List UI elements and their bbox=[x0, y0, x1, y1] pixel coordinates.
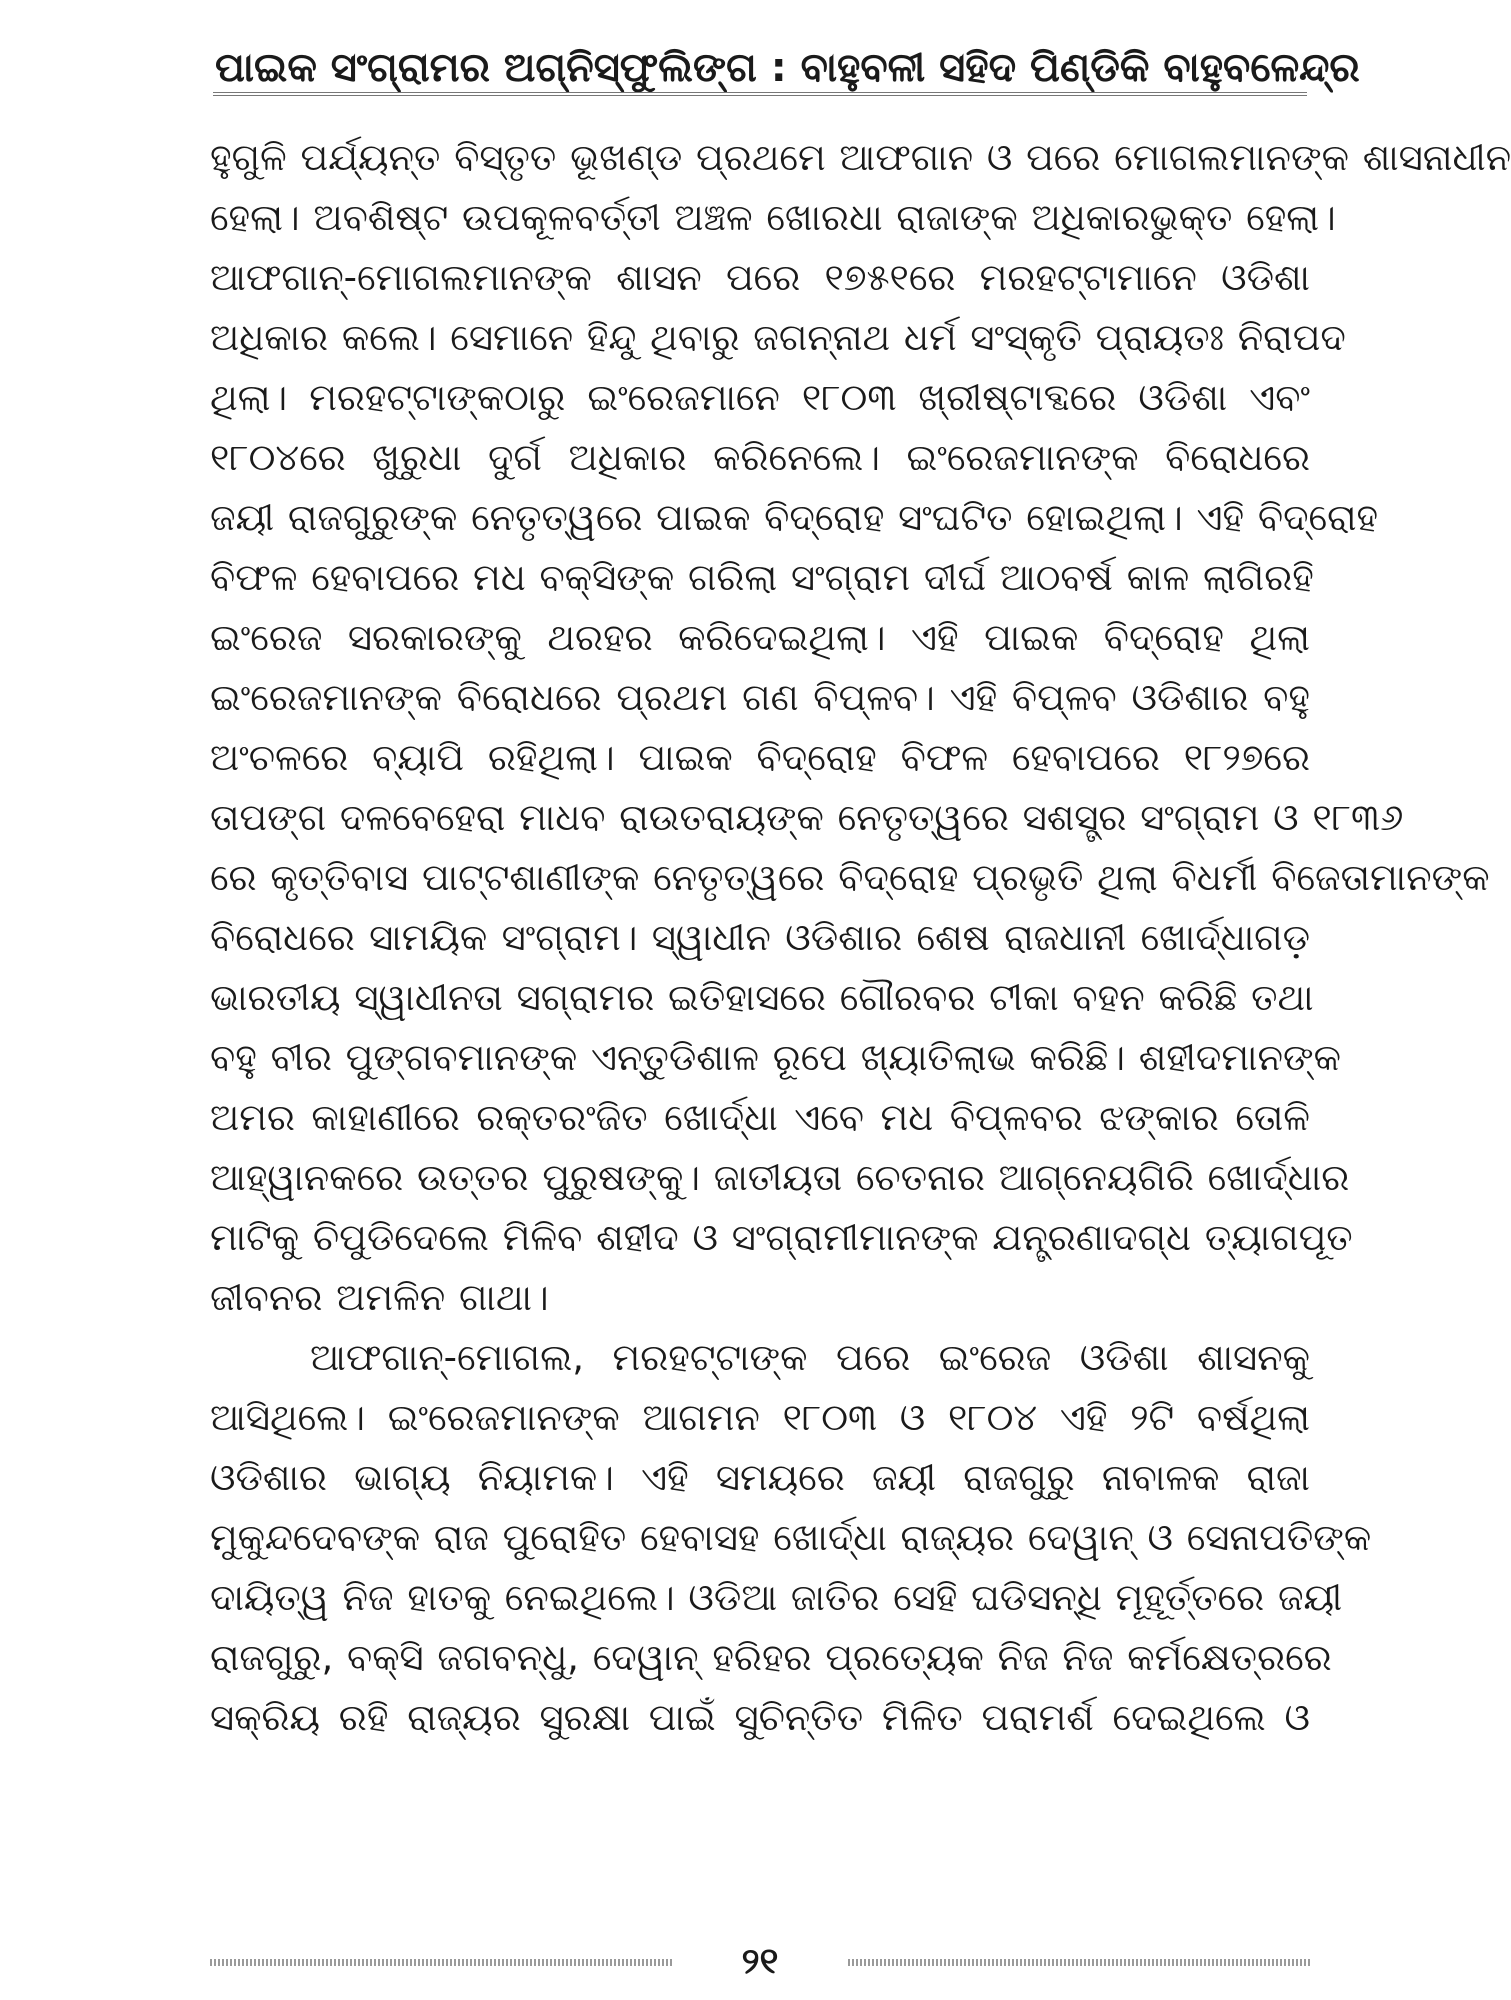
text-line: ଥିଲା। ମରହଟ୍ଟାଙ୍କଠାରୁ ଇଂରେଜମାନେ ୧୮୦୩ ଖ୍ରୀଷ୍ଟାବ୍ଦରେ ଓଡିଶା ଏବଂ bbox=[210, 376, 1310, 419]
text-line: ବିରୋଧରେ ସାମୟିକ ସଂଗ୍ରାମ। ସ୍ୱାଧୀନ ଓଡିଶାର ଶେଷ ରାଜଧାନୀ ଖୋର୍ଦ୍ଧାଗଡ଼ bbox=[210, 916, 1310, 959]
text-line: ସକ୍ରିୟ ରହି ରାଜ୍ୟର ସୁରକ୍ଷା ପାଇଁ ସୁଚିନ୍ତିତ ମିଳିତ ପରାମର୍ଶ ଦେଇଥିଲେ ଓ bbox=[210, 1696, 1310, 1739]
text-line: ଦାୟିତ୍ୱ ନିଜ ହାତକୁ ନେଇଥିଲେ। ଓଡିଆ ଜାତିର ସେହି ଘଡିସନ୍ଧି ମୂହୂର୍ତ୍ତରେ ଜୟୀ bbox=[210, 1576, 1343, 1619]
text-line: ଇଂରେଜ ସରକାରଙ୍କୁ ଥରହର କରିଦେଇଥିଲା। ଏହି ପାଇକ ବିଦ୍ରୋହ ଥିଲା bbox=[210, 616, 1310, 659]
footer-rule-right bbox=[848, 1959, 1310, 1966]
text-line: ଅମର କାହାଣୀରେ ରକ୍ତରଂଜିତ ଖୋର୍ଦ୍ଧା ଏବେ ମଧ ବିପ୍ଳବର ଝଙ୍କାର ତୋଳି bbox=[210, 1096, 1310, 1139]
text-line: ଜୀବନର ଅମଳିନ ଗାଥା। bbox=[210, 1276, 549, 1319]
text-line: ରେ କୃତ୍ତିବାସ ପାଟ୍ଟଶାଣୀଙ୍କ ନେତୃତ୍ୱରେ ବିଦ୍ରୋହ ପ୍ରଭୃତି ଥିଲା ବିଧର୍ମୀ ବିଜେତାମାନଙ୍କ bbox=[210, 856, 1490, 899]
text-line: ଆଫଗାନ୍-ମୋଗଲମାନଙ୍କ ଶାସନ ପରେ ୧୭୫୧ରେ ମରହଟ୍ଟାମାନେ ଓଡିଶା bbox=[210, 256, 1310, 299]
text-line: ଇଂରେଜମାନଙ୍କ ବିରୋଧରେ ପ୍ରଥମ ଗଣ ବିପ୍ଳବ। ଏହି ବିପ୍ଳବ ଓଡିଶାର ବହୁ bbox=[210, 676, 1310, 719]
text-line: ଓଡିଶାର ଭାଗ୍ୟ ନିୟାମକ। ଏହି ସମୟରେ ଜୟୀ ରାଜଗୁରୁ ନାବାଳକ ରାଜା bbox=[210, 1456, 1310, 1499]
body-text bbox=[210, 128, 1511, 1748]
text-line: ମୁକୁନ୍ଦଦେବଙ୍କ ରାଜ ପୁରୋହିତ ହେବାସହ ଖୋର୍ଦ୍ଧା ରାଜ୍ୟର ଦେୱାନ୍ ଓ ସେନାପତିଙ୍କ bbox=[210, 1516, 1372, 1559]
text-line: ରାଜଗୁରୁ, ବକ୍ସି ଜଗବନ୍ଧୁ, ଦେୱାନ୍ ହରିହର ପ୍ରତ୍ୟେକ ନିଜ ନିଜ କର୍ମକ୍ଷେତ୍ରରେ bbox=[210, 1636, 1332, 1679]
text-line: ତାପଙ୍ଗ ଦଳବେହେରା ମାଧବ ରାଉତରାୟଙ୍କ ନେତୃତ୍ୱରେ ସଶସ୍ତ୍ର ସଂଗ୍ରାମ ଓ ୧୮୩୬ bbox=[210, 796, 1404, 839]
header-rule bbox=[213, 92, 1307, 96]
page-number: ୨୧ bbox=[741, 1941, 779, 1982]
text-line: ଅଂଚଳରେ ବ୍ୟାପି ରହିଥିଲା। ପାଇକ ବିଦ୍ରୋହ ବିଫଳ ହେବାପରେ ୧୮୨୭ରେ bbox=[210, 736, 1310, 779]
text-line: ଆହ୍ୱାନକରେ ଉତ୍ତର ପୁରୁଷଙ୍କୁ। ଜାତୀୟତା ଚେତନାର ଆଗ୍ନେୟଗିରି ଖୋର୍ଦ୍ଧାର bbox=[210, 1156, 1350, 1199]
running-title: ପାଇକ ସଂଗ୍ରାମର ଅଗ୍ନିସ୍ଫୁଲିଙ୍ଗ : ବାହୁବଳୀ ସହିଦ ପିଣ୍ଡିକି ବାହୁବଳେନ୍ଦ୍ର bbox=[215, 45, 1360, 91]
text-line: ଜୟୀ ରାଜଗୁରୁଙ୍କ ନେତୃତ୍ୱରେ ପାଇକ ବିଦ୍ରୋହ ସଂଘଟିତ ହୋଇଥିଲା। ଏହି ବିଦ୍ରୋହ bbox=[210, 496, 1379, 539]
text-line: ଅଧିକାର କଲେ। ସେମାନେ ହିନ୍ଦୁ ଥିବାରୁ ଜଗନ୍ନାଥ ଧର୍ମ ସଂସ୍କୃତି ପ୍ରାୟତଃ ନିରାପଦ bbox=[210, 316, 1346, 359]
text-line: ମାଟିକୁ ଚିପୁଡିଦେଲେ ମିଳିବ ଶହୀଦ ଓ ସଂଗ୍ରାମୀମାନଙ୍କ ଯନ୍ତ୍ରଣାଦଗ୍ଧ ତ୍ୟାଗପୂତ bbox=[210, 1216, 1353, 1259]
text-line: ହେଲା। ଅବଶିଷ୍ଟ ଉପକୂଳବର୍ତ୍ତୀ ଅଞ୍ଚଳ ଖୋରଧା ରାଜାଙ୍କ ଅଧିକାରଭୁକ୍ତ ହେଲା। bbox=[210, 196, 1336, 239]
footer-rule-left bbox=[210, 1959, 672, 1966]
text-line: ଭାରତୀୟ ସ୍ୱାଧୀନତା ସଗ୍ରାମର ଇତିହାସରେ ଗୌରବର ଟୀକା ବହନ କରିଛି ତଥା bbox=[210, 976, 1314, 1019]
text-line: ବହୁ ବୀର ପୁଙ୍ଗବମାନଙ୍କ ଏନ୍ତୁଡିଶାଳ ରୂପେ ଖ୍ୟାତିଲାଭ କରିଛି। ଶହୀଦମାନଙ୍କ bbox=[210, 1036, 1341, 1079]
text-line: ଆସିଥିଲେ। ଇଂରେଜମାନଙ୍କ ଆଗମନ ୧୮୦୩ ଓ ୧୮୦୪ ଏହି ୨ଟି ବର୍ଷଥିଲା bbox=[210, 1396, 1310, 1439]
text-line: ୧୮୦୪ରେ ଖୁରୁଧା ଦୁର୍ଗ ଅଧିକାର କରିନେଲେ। ଇଂରେଜମାନଙ୍କ ବିରୋଧରେ bbox=[210, 436, 1310, 479]
text-line: ବିଫଳ ହେବାପରେ ମଧ ବକ୍ସିଙ୍କ ଗରିଲା ସଂଗ୍ରାମ ଦୀର୍ଘ ଆଠବର୍ଷ କାଳ ଲାଗିରହି bbox=[210, 556, 1314, 599]
text-line: ହୁଗୁଳି ପର୍ଯ୍ୟନ୍ତ ବିସ୍ତୃତ ଭୂଖଣ୍ଡ ପ୍ରଥମେ ଆଫଗାନ ଓ ପରେ ମୋଗଲମାନଙ୍କ ଶାସନାଧୀନ bbox=[210, 136, 1511, 179]
text-line-indented: ଆଫଗାନ୍-ମୋଗଲ, ମରହଟ୍ଟାଙ୍କ ପରେ ଇଂରେଜ ଓଡିଶା ଶାସନକୁ bbox=[310, 1336, 1310, 1379]
page-footer bbox=[210, 1941, 1310, 1982]
